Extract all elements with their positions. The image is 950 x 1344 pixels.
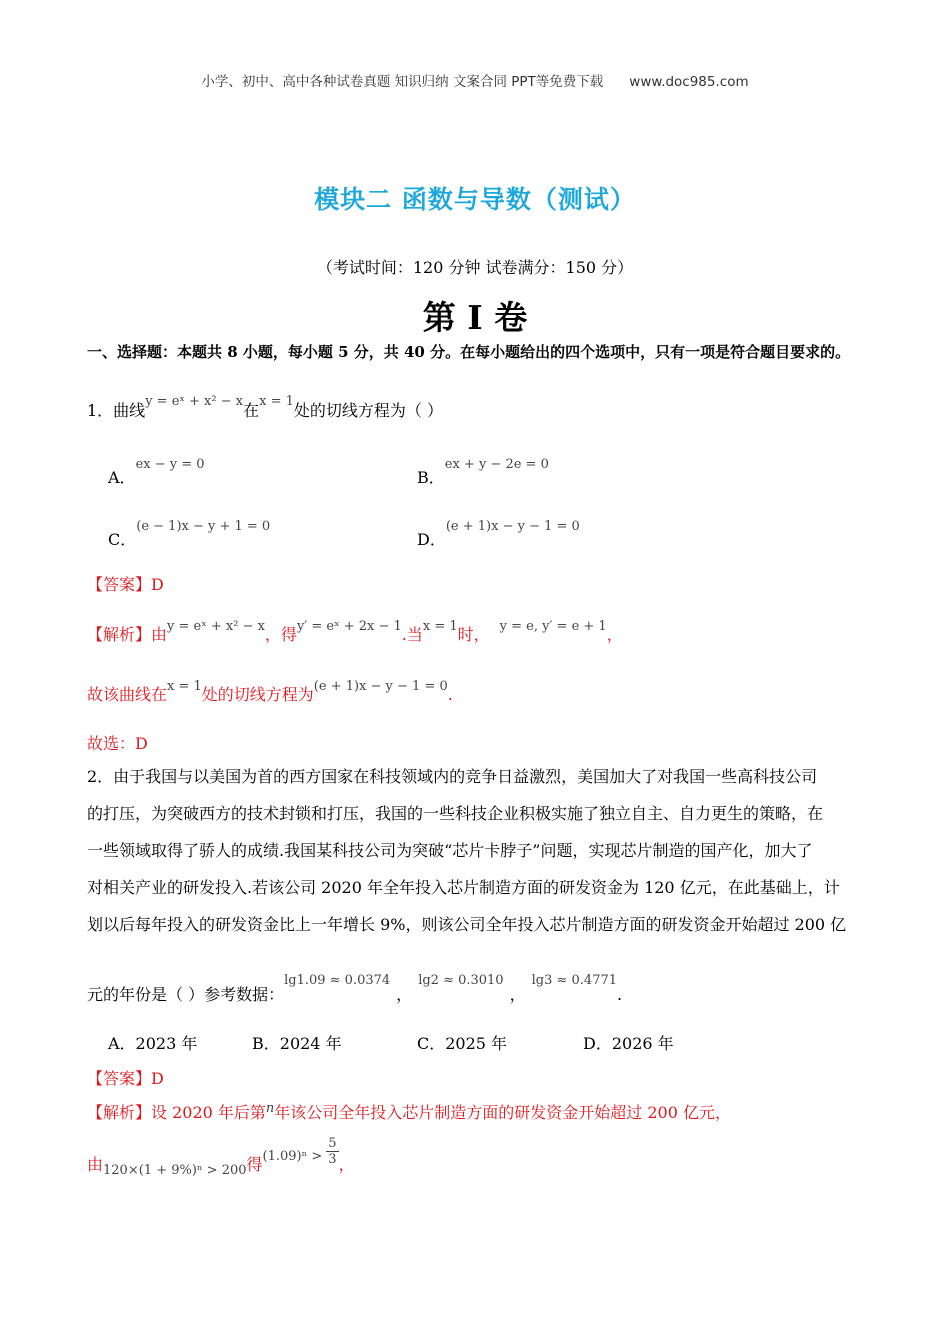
q1-formula-point: x = 1 bbox=[259, 394, 294, 409]
q1-option-b: B．ex + y − 2e = 0 bbox=[417, 457, 549, 487]
q1-conclusion: 故选：D bbox=[87, 734, 148, 753]
exam-info: （考试时间：120 分钟 试卷满分：150 分） bbox=[316, 258, 634, 277]
q2-analysis-line1: 【解析】设 2020 年后第$^n$年该公司全年投入芯片制造方面的研发资金开始超过 200 亿元， bbox=[87, 1101, 731, 1122]
q1-option-c: C．(e − 1)x − y + 1 = 0 bbox=[108, 519, 271, 549]
q1-analysis-line2: 故该曲线在x = 1处的切线方程为(e + 1)x − y − 1 = 0. bbox=[87, 679, 453, 704]
q2-stem-reference: 元的年份是（ ）参考数据：lg1.09 ≈ 0.0374，lg2 ≈ 0.3010，lg3 ≈ 0.4771. bbox=[87, 973, 623, 1004]
page-header bbox=[0, 70, 950, 90]
header-text: 小学、初中、高中各种试卷真题 知识归纳 文案合同 PPT等免费下载 bbox=[201, 74, 604, 90]
q2-stem: 2．由于我国与以美国为首的西方国家在科技领域内的竞争日益激烈，美国加大了对我国一些高科技公司 的打压，为突破西方的技术封锁和打压，我国的一些科技企业积极实施了独立自主、自力更生的策略，在 一些领域取得了骄人的成绩.我国某科技公司为突破“芯片卡脖子”问题，实现芯片制造的国产化，加大了 对相关产业的研发投入.若该公司 2020 年全年投入芯片制造方面的研发资金为 120 亿元，在此基础上，计 划以后每年投入的研发资金比上一年增长 9%，则该公司全年投入芯片制造方面的研发资金开始超过 200 亿 bbox=[87, 767, 847, 934]
q2-option-d: D．2026 年 bbox=[583, 1034, 674, 1053]
q2-option-a: A．2023 年 bbox=[108, 1034, 198, 1053]
q1-option-a: A．ex − y = 0 bbox=[108, 457, 205, 487]
ref-lg3: lg3 ≈ 0.4771 bbox=[531, 973, 618, 988]
volume-heading: 第 I 卷 bbox=[422, 298, 528, 337]
q2-option-c: C．2025 年 bbox=[417, 1034, 508, 1053]
q1-stem: 1．曲线$^{y = eˣ + x^2 - x}$在$^{x = 1}$处的切线方程为（ ） bbox=[87, 394, 443, 420]
header-site-link[interactable]: www.doc985.com bbox=[629, 74, 749, 90]
q2-answer: 【答案】D bbox=[87, 1069, 164, 1088]
page-title: 模块二 函数与导数（测试） bbox=[314, 185, 636, 214]
ref-lg2: lg2 ≈ 0.3010 bbox=[418, 973, 504, 988]
fraction-5-3: $\frac{5}{3}$ bbox=[328, 1136, 337, 1167]
ref-lg109: lg1.09 ≈ 0.0374 bbox=[284, 973, 391, 988]
q1-answer: 【答案】D bbox=[87, 575, 164, 594]
q2-option-b: B．2024 年 bbox=[252, 1034, 342, 1053]
section-instructions: 一、选择题：本题共 8 小题，每小题 5 分，共 40 分。在每小题给出的四个选项中，只有一项是符合题目要求的。 bbox=[87, 343, 851, 361]
q1-formula-curve: y = eˣ + x² − x bbox=[145, 394, 244, 409]
q1-analysis-line1: 【解析】由y = eˣ + x² − x，得y′ = eˣ + 2x − 1.当x = 1时， y = e, y′ = e + 1， bbox=[87, 619, 623, 644]
q2-analysis-line2: 由$_{120\times(1 + 9\%)^n > 200}$得$_{(1.09)^n >}$ $\frac{5}{3}$ ， bbox=[87, 1136, 355, 1178]
q1-option-d: D．(e + 1)x − y − 1 = 0 bbox=[417, 519, 580, 549]
